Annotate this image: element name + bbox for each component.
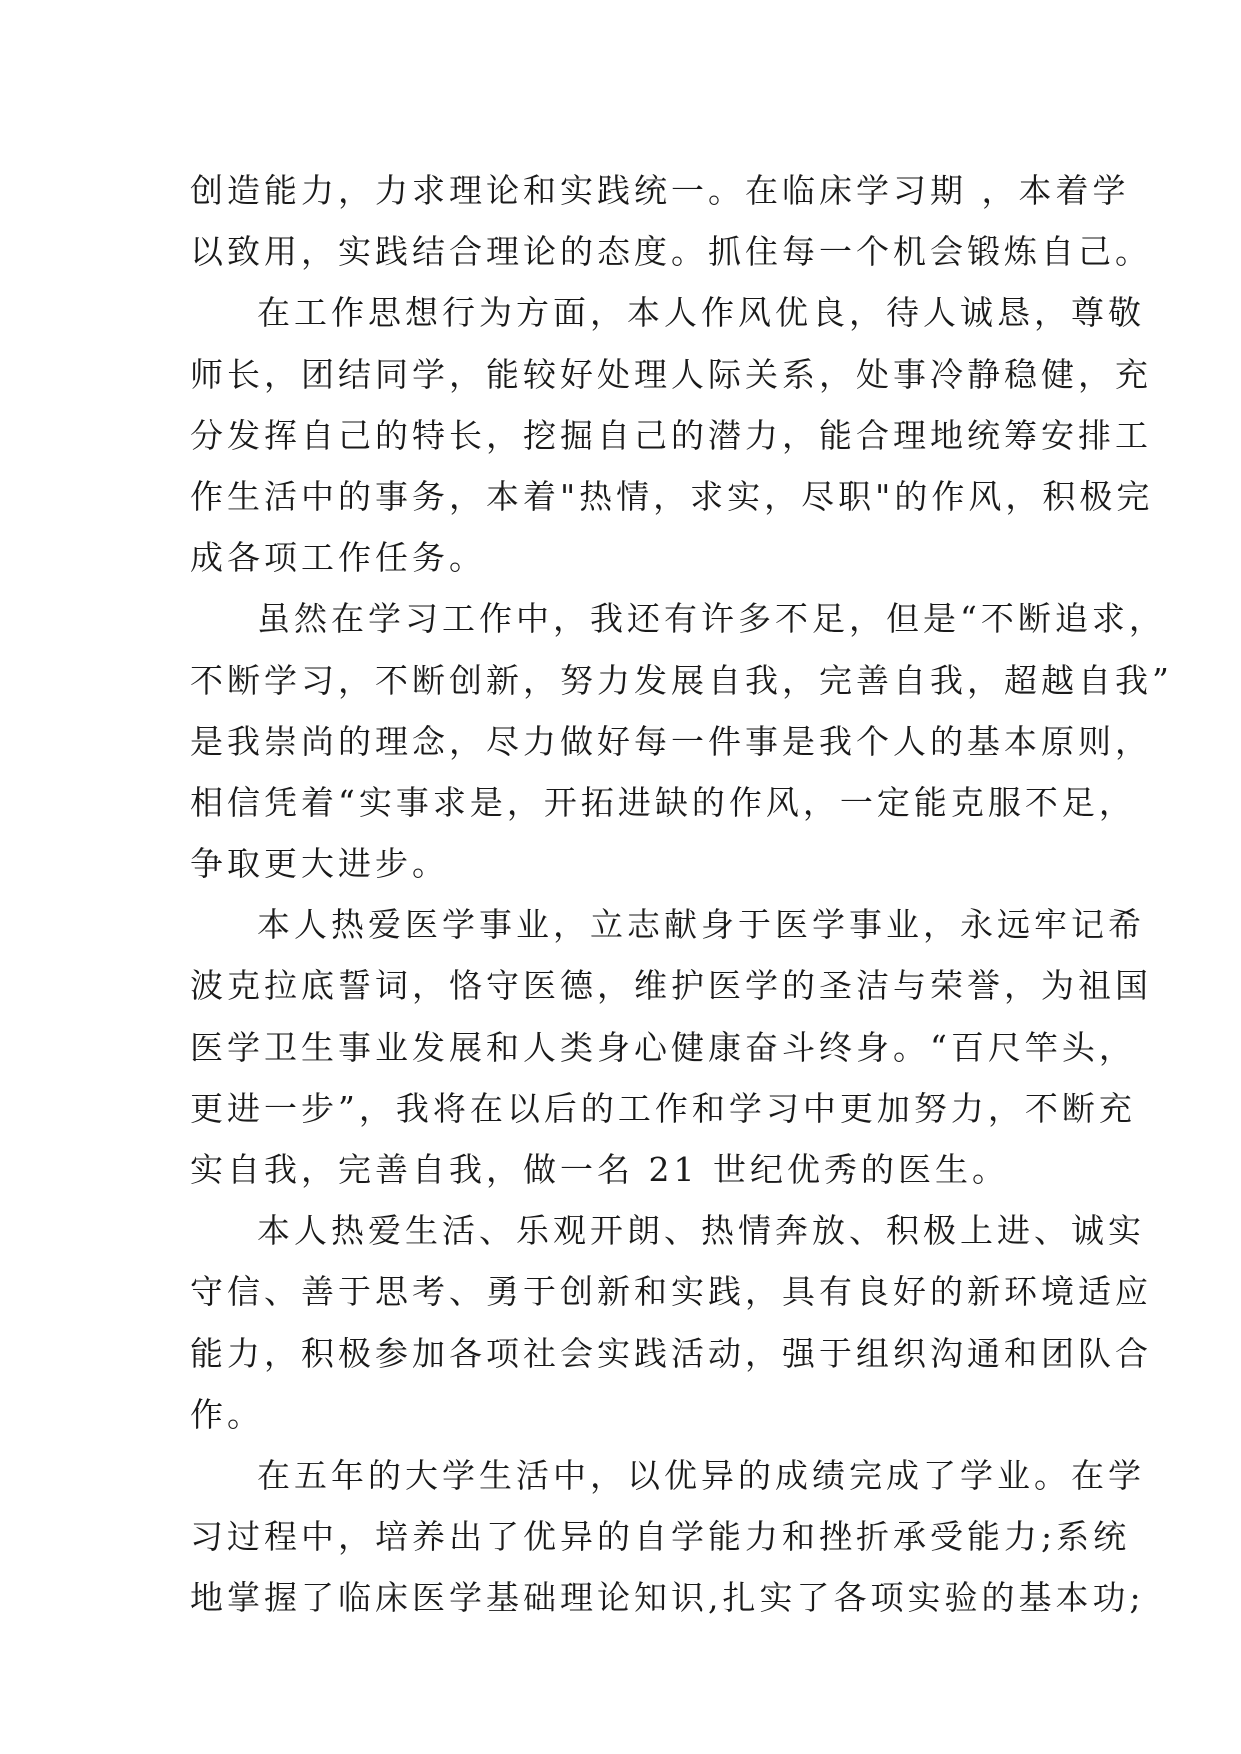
text-line: 师长，团结同学，能较好处理人际关系，处事冷静稳健，充 <box>190 354 1152 394</box>
text-line: 以致用，实践结合理论的态度。抓住每一个机会锻炼自己。 <box>190 232 1152 272</box>
text-line: 更进一步”，我将在以后的工作和学习中更加努力，不断充 <box>190 1088 1136 1128</box>
text-line: 地掌握了临床医学基础理论知识,扎实了各项实验的基本功; <box>190 1578 1145 1618</box>
document-body <box>190 160 1173 1629</box>
text-line: 守信、善于思考、勇于创新和实践，具有良好的新环境适应 <box>190 1272 1152 1312</box>
text-line: 习过程中，培养出了优异的自学能力和挫折承受能力;系统 <box>190 1517 1131 1557</box>
text-line: 作。 <box>190 1394 264 1434</box>
text-line: 相信凭着“实事求是，开拓进缺的作风，一定能克服不足， <box>190 782 1136 822</box>
text-line: 医学卫生事业发展和人类身心健康奋斗终身。“百尺竿头， <box>190 1027 1136 1067</box>
text-line: 分发挥自己的特长，挖掘自己的潜力，能合理地统筹安排工 <box>190 415 1152 455</box>
text-line: 作生活中的事务，本着"热情，求实，尽职"的作风，积极完 <box>190 476 1154 516</box>
text-line: 是我崇尚的理念，尽力做好每一件事是我个人的基本原则， <box>190 721 1152 761</box>
text-line: 不断学习，不断创新，努力发展自我，完善自我，超越自我” <box>190 660 1173 700</box>
paragraph-first-line: 在工作思想行为方面，本人作风优良，待人诚恳，尊敬 <box>257 293 1145 333</box>
text-line: 争取更大进步。 <box>190 844 449 884</box>
text-line: 创造能力，力求理论和实践统一。在临床学习期 ，本着学 <box>190 171 1130 210</box>
text-line: 波克拉底誓词，恪守医德，维护医学的圣洁与荣誉，为祖国 <box>190 966 1152 1006</box>
paragraph-first-line: 本人热爱医学事业，立志献身于医学事业，永远牢记希 <box>257 905 1145 945</box>
paragraph-first-line: 在五年的大学生活中，以优异的成绩完成了学业。在学 <box>257 1455 1145 1495</box>
paragraph-first-line: 虽然在学习工作中，我还有许多不足，但是“不断追求， <box>257 599 1166 639</box>
text-line: 能力，积极参加各项社会实践活动，强于组织沟通和团队合 <box>190 1333 1152 1373</box>
text-line: 实自我，完善自我，做一名 21 世纪优秀的医生。 <box>190 1150 1009 1189</box>
text-line: 成各项工作任务。 <box>190 538 486 578</box>
paragraph-first-line: 本人热爱生活、乐观开朗、热情奔放、积极上进、诚实 <box>257 1211 1145 1251</box>
